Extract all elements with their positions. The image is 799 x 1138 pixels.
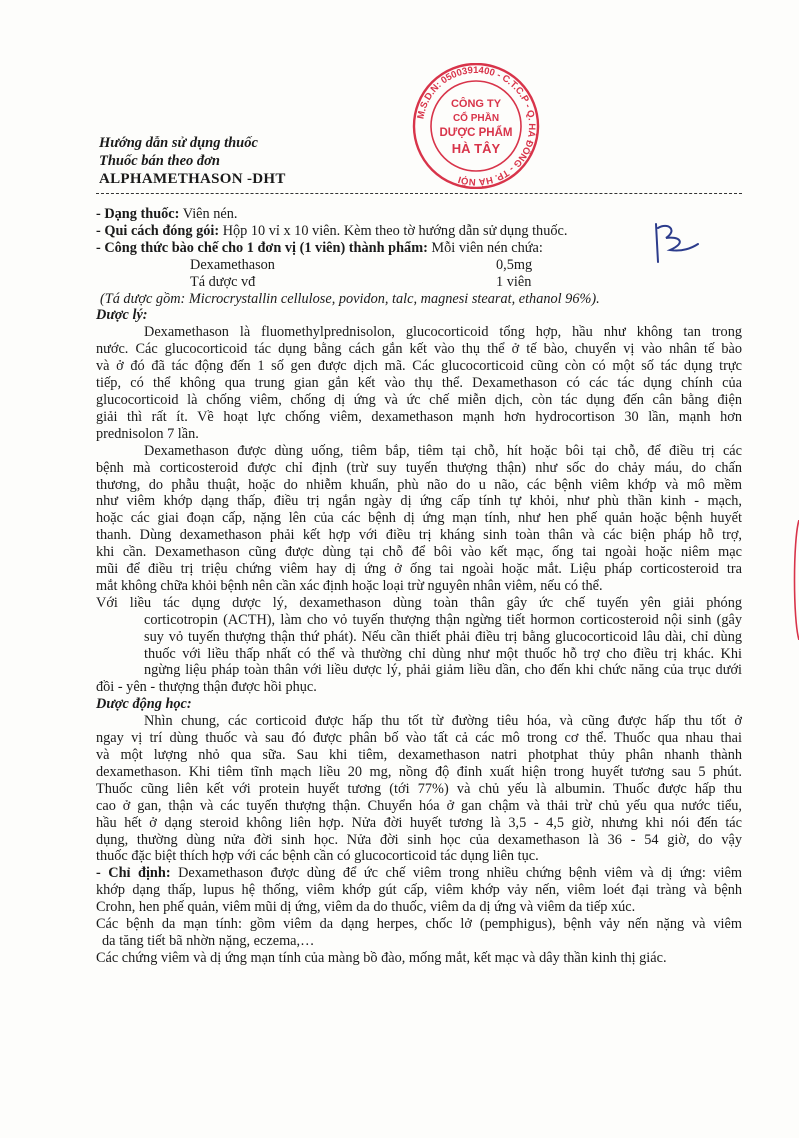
formula-label: - Công thức bào chế cho 1 đơn vị (1 viên) thành phẩm: (96, 239, 428, 256)
excipients-note: (Tá dược gồm: Microcrystallin cellulose, povidon, talc, magnesi stearat, ethanol 96%). (100, 290, 600, 307)
paragraph-line: thuốc với liều thấp nhất có thể và thường chỉ dùng như một thuốc hỗ trợ cho điều trị khác. Khi (144, 645, 742, 662)
paragraph-line: ngay vị trí dùng thuốc và sau đó được phân bố vào tất cả các mô trong cơ thể. Thuốc qua nhau thai (96, 730, 742, 747)
paragraph-line: Crohn, hen phế quản, viêm mũi dị ứng, viêm da do thuốc, viêm da dị ứng và viêm da tiếp xúc. (96, 899, 636, 916)
paragraph-line: hoặc các giai đoạn cấp, nặng lên của các bệnh dị ứng mạn tính, như hen phế quản hoặc bệnh huyết (96, 510, 742, 527)
paragraph-line: bệnh mà corticosteroid được chỉ định (trừ suy tuyến thượng thận) như sốc do chảy máu, do chấn (96, 459, 742, 476)
paragraph-line: corticotropin (ACTH), làm cho vỏ tuyến thượng thận ngừng tiết hormon corticosteroid nội sinh (gây (144, 611, 742, 628)
company-seal-stamp (406, 63, 546, 189)
paragraph-line: và ở đó đã tác động đến 1 số gen được dịch mã. Các glucocorticoid cũng còn có một số tác dụng trực (96, 358, 742, 375)
ingredient-amount: 1 viên (496, 273, 532, 290)
paragraph-line: thuốc đặc biệt thích hợp với các bệnh cần có glucocorticoid tác dụng liên tục. (96, 848, 539, 865)
stamp-line-2: CỔ PHẦN (452, 113, 500, 124)
dosage-form-label: - Dạng thuốc: (96, 206, 180, 222)
paragraph-line: như viêm khớp dạng thấp, điều trị ngắn ngày dị ứng cấp tính tự khỏi, như phù thần kinh - mạch, (96, 493, 742, 510)
paragraph-line: hầu hết ở dạng steroid không liên hợp. Nửa đời huyết tương là 3,5 - 4,5 giờ, nhưng khi nói đến tác (96, 814, 742, 831)
paragraph-line: mũi để điều trị triệu chứng viêm hay dị ứng ở ống tai ngoài hoặc mắt. Liệu pháp corticosteroid tra (96, 561, 742, 578)
paragraph-line: khớp dạng thấp, lupus hệ thống, viêm khớp gút cấp, viêm khớp vảy nến, viêm loét đại tràng và bệnh (96, 882, 742, 899)
paragraph-line: dexamethason. Khi tiêm tĩnh mạch liều 20 mg, nồng độ đỉnh xuất hiện trong huyết tương sau 5 phút. (96, 763, 742, 780)
indications-label: - Chỉ định: (96, 865, 171, 882)
paragraph-line: da tăng tiết bã nhờn nặng, eczema,… (102, 932, 315, 949)
ingredient-row (96, 257, 742, 274)
paragraph-line: cao ở gan, thận và các tuyến thượng thận. Chuyển hóa ở gan chậm và thải trừ chủ yếu qua nước tiểu, (96, 797, 742, 814)
paragraph-line: Với liều tác dụng dược lý, dexamethason dùng toàn thân gây ức chế tuyến yên giải phóng (96, 594, 742, 611)
edge-stamp-fragment (791, 520, 799, 640)
formula-value: Mỗi viên nén chứa: (427, 239, 543, 256)
paragraph-line: Các chứng viêm và dị ứng mạn tính của màng bồ đào, mống mắt, kết mạc và dây thần kinh thị giác. (96, 949, 667, 966)
paragraph-line: nước. Các glucocorticoid tác dụng bằng cách gắn kết vào thụ thể ở tế bào, chuyển vị vào nhân tế bào (96, 341, 742, 358)
paragraph-line: Dexamethason được dùng uống, tiêm bắp, tiêm tại chỗ, hít hoặc bôi tại chỗ, để điều trị các (144, 442, 742, 459)
dosage-form-line (96, 206, 742, 223)
pharmacokinetics-title: Dược động học: (96, 696, 192, 713)
paragraph-line: thanh. Dùng dexamethason phải kết hợp với điều trị kháng sinh toàn thân và các biện pháp hỗ trợ, (96, 527, 742, 544)
document-body (96, 206, 742, 967)
packing-line (96, 223, 742, 240)
header-guide-title: Hướng dẫn sử dụng thuốc (99, 135, 258, 151)
stamp-ring-text: M.S.D.N: 0500391400 - C.T.C.P - Q. HÀ ĐÔNG - TP. HÀ NỘI (415, 64, 538, 188)
paragraph-line: Các bệnh da mạn tính: gồm viêm da dạng herpes, chốc lở (pemphigus), bệnh vảy nến nặng và viêm (96, 916, 742, 933)
stamp-line-4: HÀ TÂY (451, 141, 501, 156)
paragraph-line: Thuốc cũng liên kết với protein huyết tương (tới 77%) và chủ yếu là albumin. Thuốc được hấp thu (96, 780, 742, 797)
header-prescription-note: Thuốc bán theo đơn (99, 153, 220, 169)
header-divider (96, 193, 742, 194)
indications-line (96, 865, 742, 882)
packing-value: Hộp 10 vỉ x 10 viên. Kèm theo tờ hướng dẫn sử dụng thuốc. (219, 222, 568, 239)
paragraph-line: suy vỏ tuyến thượng thận thứ phát). Nếu cần thiết phải điều trị bằng glucocorticoid lâu dài, chỉ dùng (144, 628, 742, 645)
paragraph-line: giải thì rất ít. Về hoạt lực chống viêm, dexamethason mạnh hơn hydrocortison 30 lần, mạnh hơn (96, 408, 742, 425)
dosage-form-value: Viên nén. (179, 206, 238, 222)
pharmacology-title: Dược lý: (96, 307, 148, 324)
indications-first: Dexamethason được dùng để ức chế viêm trong nhiều chứng bệnh viêm và dị ứng: viêm (170, 865, 742, 882)
paragraph-line: thương, do phẫu thuật, hoặc do nhiễm khuẩn, phù não do u não, các bệnh viêm khớp và mô mềm (96, 476, 742, 493)
paragraph-line: khi cần. Dexamethason cũng được dùng tại chỗ để bôi vào kết mạc, ống tai ngoài hoặc niêm mạc (96, 544, 742, 561)
stamp-line-3: DƯỢC PHẨM (439, 127, 513, 139)
paragraph-line: Dexamethason là fluomethylprednisolon, glucocorticoid tổng hợp, hầu như không tan trong (144, 324, 742, 341)
paragraph-line: tiếp, có thể không qua trung gian gắn kết vào thụ thể. Dexamethason có các tác dụng chính của (96, 375, 742, 392)
paragraph-line: Nhìn chung, các corticoid được hấp thu tốt từ đường tiêu hóa, và cũng được hấp thu tốt ở (144, 713, 742, 730)
document-header (99, 134, 286, 188)
paragraph-line: dụng, thường dùng nửa đời sinh học. Nửa đời sinh học của dexamethason là 36 - 54 giờ, do vậy (96, 831, 742, 848)
product-name: ALPHAMETHASON -DHT (99, 171, 286, 187)
paragraph-line: prednisolon 7 lần. (96, 425, 199, 442)
ingredient-amount: 0,5mg (496, 256, 533, 273)
packing-label: - Qui cách đóng gói: (96, 222, 220, 239)
formula-line (96, 240, 742, 257)
paragraph-line: glucocorticoid là chống viêm, chống dị ứng và ức chế miễn dịch, còn tác dụng đến cân bằng điện (96, 391, 742, 408)
stamp-line-1: CÔNG TY (450, 98, 502, 110)
paragraph-line: mắt không chữa khỏi bệnh nên cần xác định hoặc loại trừ nguyên nhân viêm, nếu có thể. (96, 577, 603, 594)
ingredient-row (96, 274, 742, 291)
paragraph-line: đồi - yên - thượng thận được hồi phục. (96, 679, 317, 696)
paragraph-line: và một lượng nhỏ qua sữa. Sau khi tiêm, dexamethason natri photphat thủy phân nhanh thành (96, 747, 742, 763)
paragraph-line: ngừng liệu pháp toàn thân với liều dược lý, phải giảm liều dần, cho đến khi chức năng của trục dưới (144, 662, 742, 679)
ingredient-name: Dexamethason (190, 256, 275, 273)
ingredient-name: Tá dược vđ (190, 273, 256, 290)
